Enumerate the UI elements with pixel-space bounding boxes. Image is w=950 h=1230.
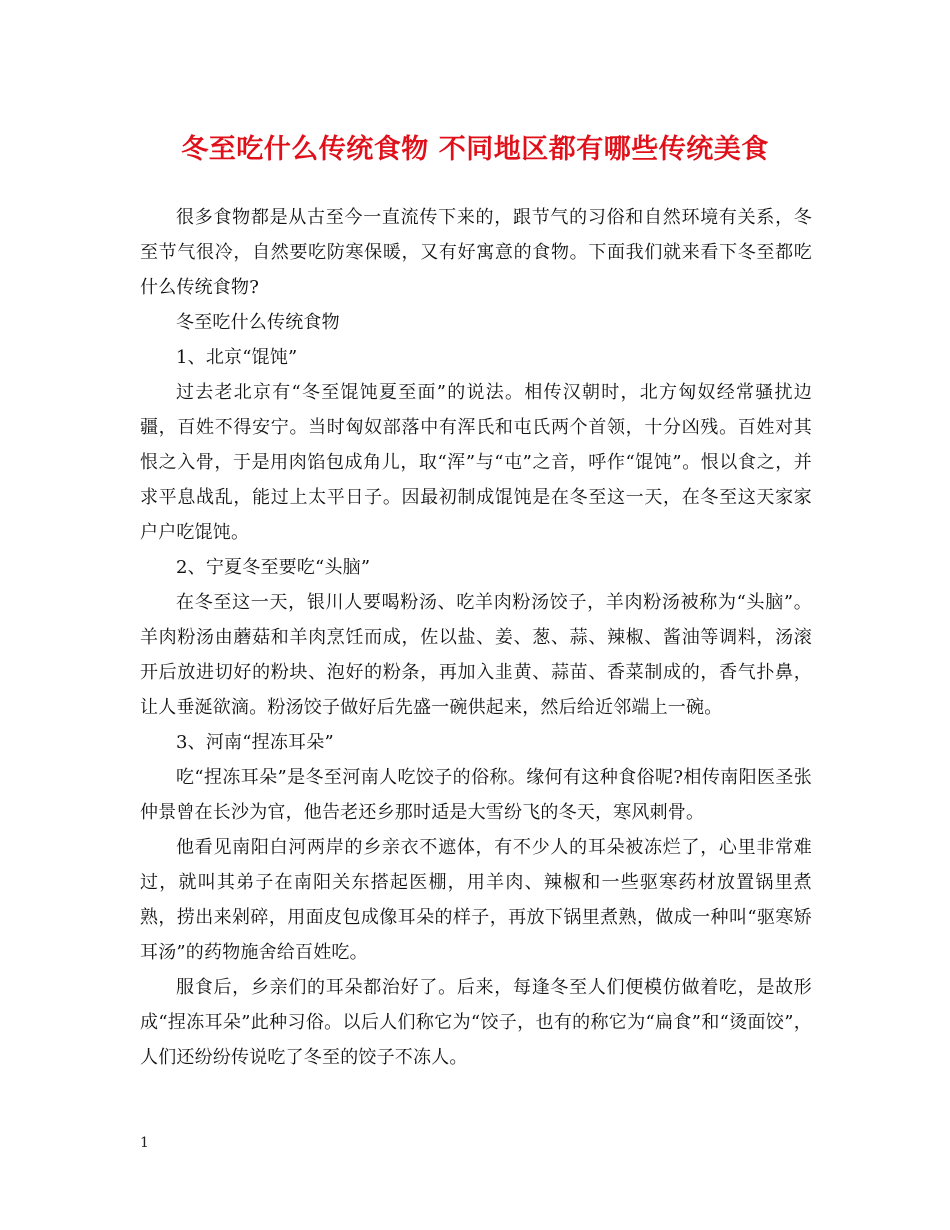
paragraph-henan-2: 他看见南阳白河两岸的乡亲衣不遮体，有不少人的耳朵被冻烂了，心里非常难过，就叫其弟子在南阳关东搭起医棚，用羊肉、辣椒和一些驱寒药材放置锅里煮熟，捞出来剁碎，用面皮包成像耳朵的样子，再放下锅里煮熟，做成一种叫“驱寒矫耳汤”的药物施舍给百姓吃。 [140, 837, 812, 963]
paragraph-henan-3: 服食后，乡亲们的耳朵都治好了。后来，每逢冬至人们便模仿做着吃，是故形成“捏冻耳朵”此种习俗。以后人们称它为“饺子，也有的称它为“扁食”和“烫面饺”，人们还纷纷传说吃了冬至的饺子不冻人。 [140, 977, 812, 1068]
paragraph-ningxia: 在冬至这一天，银川人要喝粉汤、吃羊肉粉汤饺子，羊肉粉汤被称为“头脑”。羊肉粉汤由蘑菇和羊肉烹饪而成，佐以盐、姜、葱、蒜、辣椒、酱油等调料，汤滚开后放进切好的粉块、泡好的粉条，再加入韭黄、蒜苗、香菜制成的，香气扑鼻，让人垂涎欲滴。粉汤饺子做好后先盛一碗供起来，然后给近邻端上一碗。 [140, 592, 812, 718]
subheading-henan: 3、河南“捏冻耳朵” [176, 732, 334, 753]
subheading-beijing: 1、北京“馄饨” [176, 347, 298, 368]
paragraph-beijing: 过去老北京有“冬至馄饨夏至面”的说法。相传汉朝时，北方匈奴经常骚扰边疆，百姓不得安宁。当时匈奴部落中有浑氏和屯氏两个首领，十分凶残。百姓对其恨之入骨，于是用肉馅包成角儿，取“浑”与“屯”之音，呼作“馄饨”。恨以食之，并求平息战乱，能过上太平日子。因最初制成馄饨是在冬至这一天，在冬至这天家家户户吃馄饨。 [140, 382, 812, 543]
document-body [140, 200, 812, 1075]
section-heading: 冬至吃什么传统食物 [176, 312, 340, 333]
page-number: 1 [140, 1135, 149, 1151]
paragraph-intro: 很多食物都是从古至今一直流传下来的，跟节气的习俗和自然环境有关系，冬至节气很冷，自然要吃防寒保暖，又有好寓意的食物。下面我们就来看下冬至都吃什么传统食物? [140, 207, 812, 298]
document-title: 冬至吃什么传统食物 不同地区都有哪些传统美食 [181, 134, 769, 165]
subheading-ningxia: 2、宁夏冬至要吃“头脑” [176, 557, 371, 578]
paragraph-henan-1: 吃“捏冻耳朵”是冬至河南人吃饺子的俗称。缘何有这种食俗呢?相传南阳医圣张仲景曾在长沙为官，他告老还乡那时适是大雪纷飞的冬天，寒风刺骨。 [140, 767, 812, 823]
